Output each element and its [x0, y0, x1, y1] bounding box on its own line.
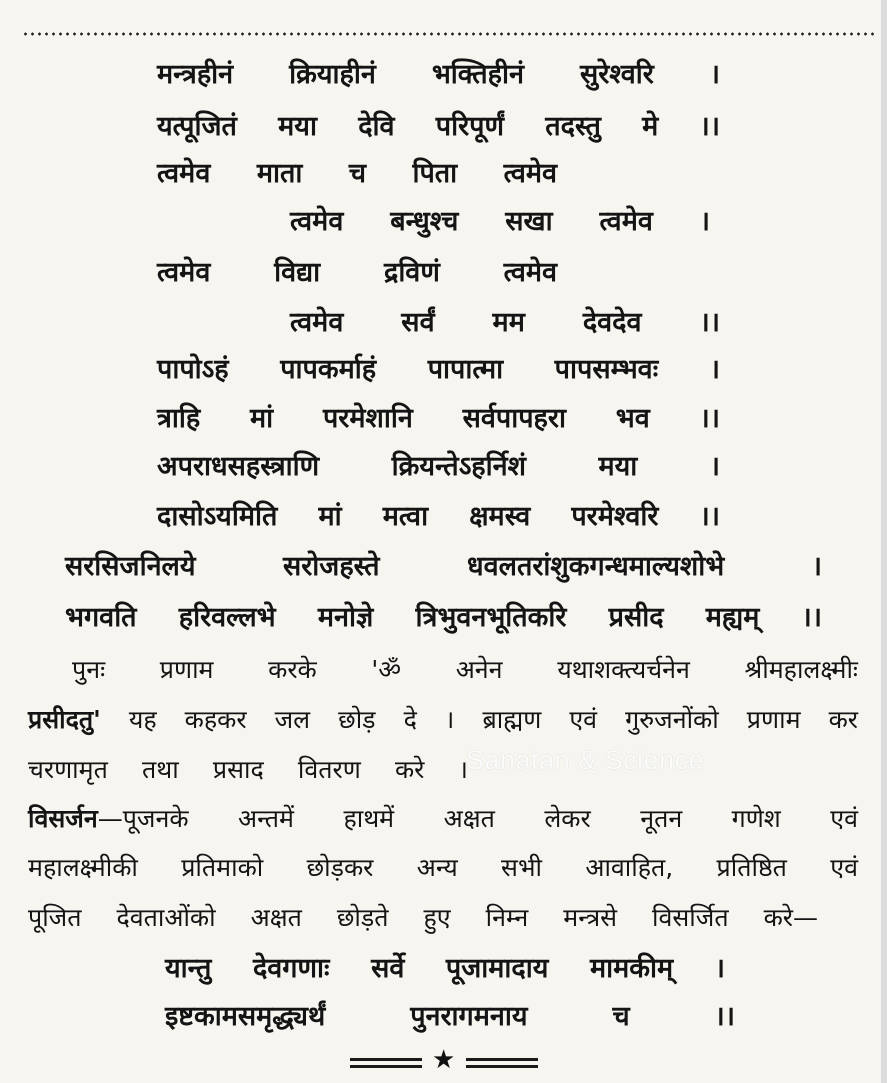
- closing-verse-line: यान्तु देवगणाः सर्वे पूजामादाय मामकीम् ।: [165, 953, 725, 984]
- prose-line: चरणामृत तथा प्रसाद वितरण करे ।: [28, 755, 468, 784]
- top-dotted-rule: [22, 32, 875, 36]
- prose-line: महालक्ष्मीकी प्रतिमाको छोड़कर अन्य सभी आवाहित, प्रतिष्ठित एवं: [28, 853, 858, 882]
- verse-line: पापोऽहं पापकर्माहं पापात्मा पापसम्भवः ।: [157, 354, 720, 385]
- ornament-rule-right-top: [466, 1058, 538, 1061]
- verse-line: दासोऽयमिति मां मत्वा क्षमस्व परमेश्वरि ।।: [157, 501, 720, 532]
- verse-line: त्वमेव सर्वं मम देवदेव ।।: [290, 307, 720, 338]
- ornament-rule-right-bottom: [466, 1065, 538, 1068]
- ornament-rule-left-bottom: [350, 1065, 422, 1068]
- prose-line: पुनः प्रणाम करके 'ॐ अनेन यथाशक्त्यर्चनेन श्रीमहालक्ष्मीः: [72, 655, 858, 684]
- prose-line: [28, 806, 858, 831]
- verse-line: त्वमेव विद्या द्रविणं त्वमेव: [157, 257, 557, 288]
- visarjan-heading: विसर्जन: [28, 804, 98, 833]
- verse-line: त्वमेव माता च पिता त्वमेव: [157, 158, 557, 189]
- ornament-rule-left-top: [350, 1058, 422, 1061]
- watermark: Sanatan & Science: [466, 745, 705, 775]
- prose-line: [28, 707, 858, 732]
- prose-text: —पूजनके अन्तमें हाथमें अक्षत लेकर नूतन गणेश एवं: [97, 804, 858, 833]
- verse-line: त्वमेव बन्धुश्च सखा त्वमेव ।: [290, 206, 710, 237]
- star-icon: ★: [432, 1045, 456, 1075]
- verse-line: यत्पूजितं मया देवि परिपूर्णं तदस्तु मे ।।: [157, 111, 720, 142]
- prose-bold-phrase: प्रसीदतु': [28, 705, 101, 734]
- closing-verse-line: इष्टकामसमृद्ध्यर्थं पुनरागमनाय च ।।: [165, 1001, 735, 1032]
- verse-line: अपराधसहस्त्राणि क्रियन्तेऽहर्निशं मया ।: [157, 451, 720, 482]
- verse-line: त्राहि मां परमेशानि सर्वपापहरा भव ।।: [157, 403, 720, 434]
- section-end-ornament: [350, 1045, 540, 1078]
- verse-line: भगवति हरिवल्लभे मनोज्ञे त्रिभुवनभूतिकरि प्रसीद मह्यम् ।।: [65, 602, 822, 633]
- page-edge: [881, 0, 887, 1083]
- verse-line: मन्त्रहीनं क्रियाहीनं भक्तिहीनं सुरेश्वरि ।: [157, 59, 720, 90]
- verse-line: सरसिजनिलये सरोजहस्ते धवलतरांशुकगन्धमाल्यशोभे ।: [65, 551, 822, 582]
- prose-line: पूजित देवताओंको अक्षत छोड़ते हुए निम्न मन्त्रसे विसर्जित करे—: [28, 903, 818, 932]
- prose-text: यह कहकर जल छोड़ दे । ब्राह्मण एवं गुरुजनोंको प्रणाम कर: [100, 705, 858, 734]
